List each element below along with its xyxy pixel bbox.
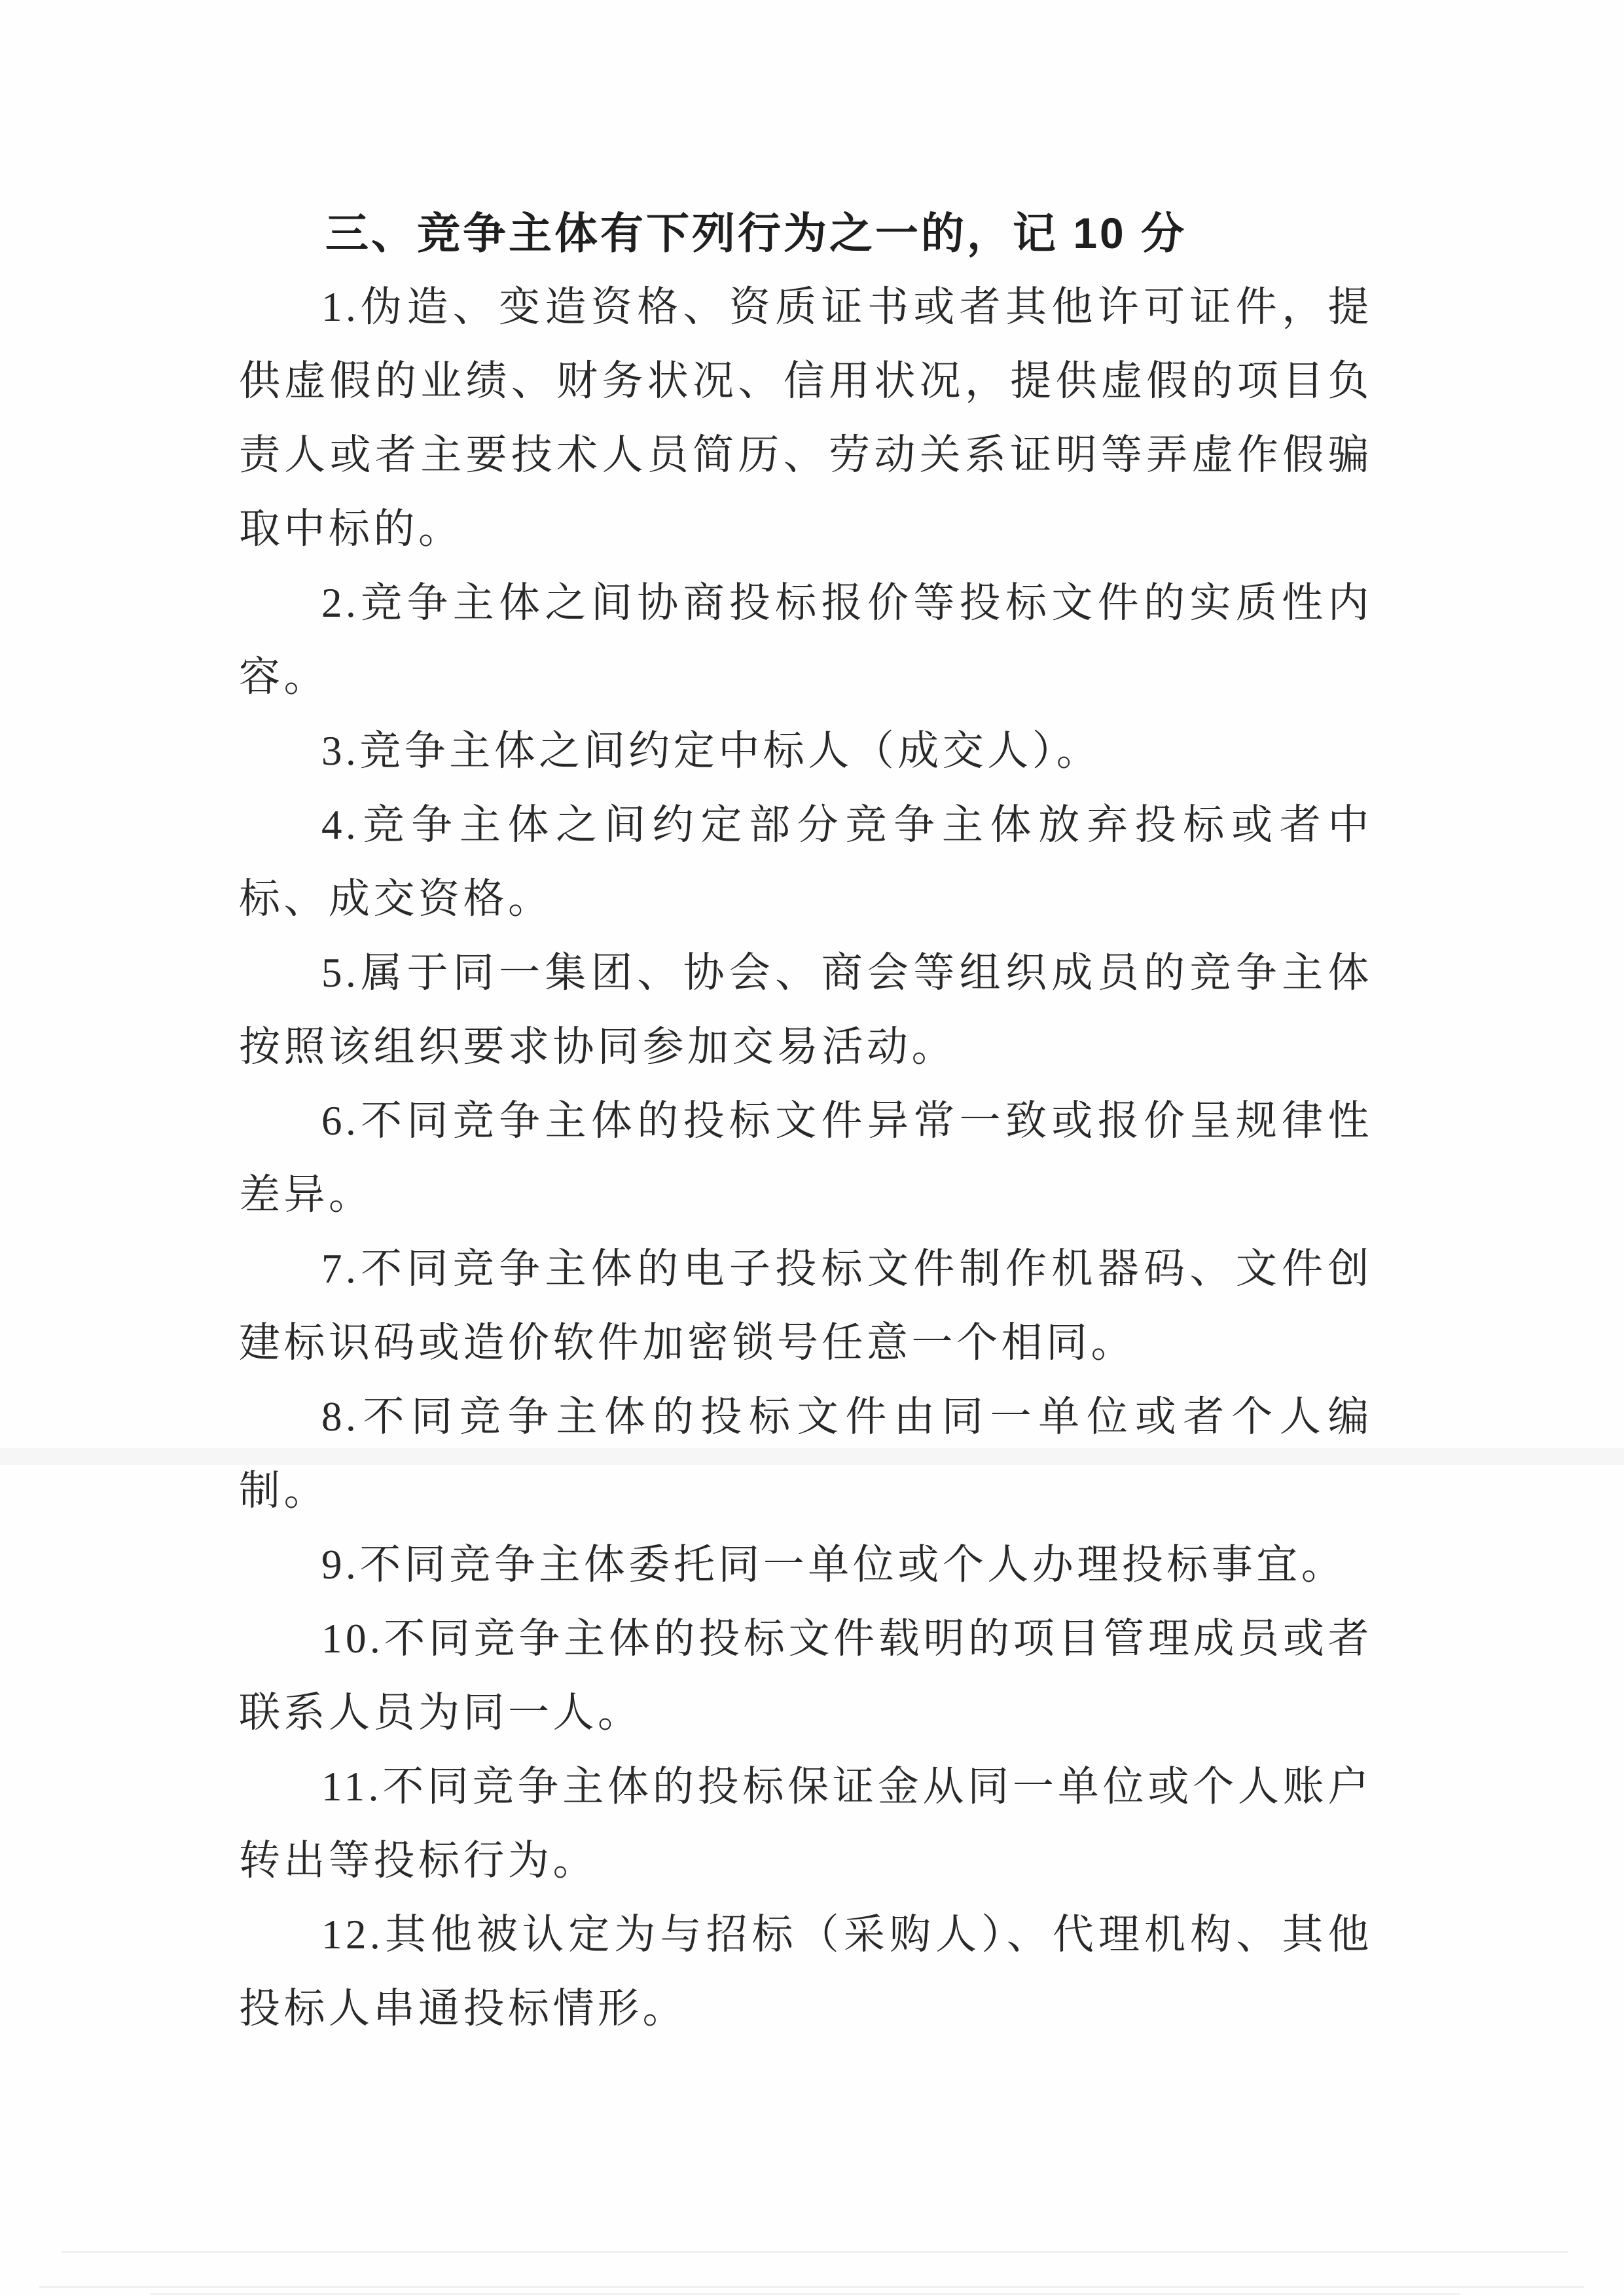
list-item-5: 5.属于同一集团、协会、商会等组织成员的竞争主体按照该组织要求协同参加交易活动。 xyxy=(239,950,1373,1070)
scan-band-artifact xyxy=(0,1448,1624,1465)
list-item-3: 3.竞争主体之间约定中标人（成交人）。 xyxy=(321,728,1102,774)
list-item-11: 11.不同竞争主体的投标保证金从同一单位或个人账户转出等投标行为。 xyxy=(239,1764,1373,1884)
scan-line-artifact xyxy=(62,2251,1568,2253)
list-item-8: 8.不同竞争主体的投标文件由同一单位或者个人编制。 xyxy=(239,1394,1373,1514)
document-text-block xyxy=(239,196,1373,2046)
list-item-6: 6.不同竞争主体的投标文件异常一致或报价呈规律性差异。 xyxy=(239,1098,1373,1218)
list-item-9: 9.不同竞争主体委托同一单位或个人办理投标事宜。 xyxy=(321,1542,1346,1588)
list-item-7: 7.不同竞争主体的电子投标文件制作机器码、文件创建标识码或造价软件加密锁号任意一个相同。 xyxy=(239,1246,1373,1366)
list-item-12: 12.其他被认定为与招标（采购人）、代理机构、其他投标人串通投标情形。 xyxy=(239,1912,1373,2032)
list-item-10: 10.不同竞争主体的投标文件载明的项目管理成员或者联系人员为同一人。 xyxy=(239,1616,1373,1736)
list-item-4: 4.竞争主体之间约定部分竞争主体放弃投标或者中标、成交资格。 xyxy=(239,802,1373,922)
list-item-1: 1.伪造、变造资格、资质证书或者其他许可证件，提供虚假的业绩、财务状况、信用状况，提供虚假的项目负责人或者主要技术人员简历、劳动关系证明等弄虚作假骗取中标的。 xyxy=(239,284,1373,552)
section-heading: 三、竞争主体有下列行为之一的，记 10 分 xyxy=(325,209,1187,257)
scan-line-artifact xyxy=(151,2293,1460,2295)
scan-line-artifact xyxy=(39,2286,1584,2288)
list-item-2: 2.竞争主体之间协商投标报价等投标文件的实质性内容。 xyxy=(239,580,1373,700)
